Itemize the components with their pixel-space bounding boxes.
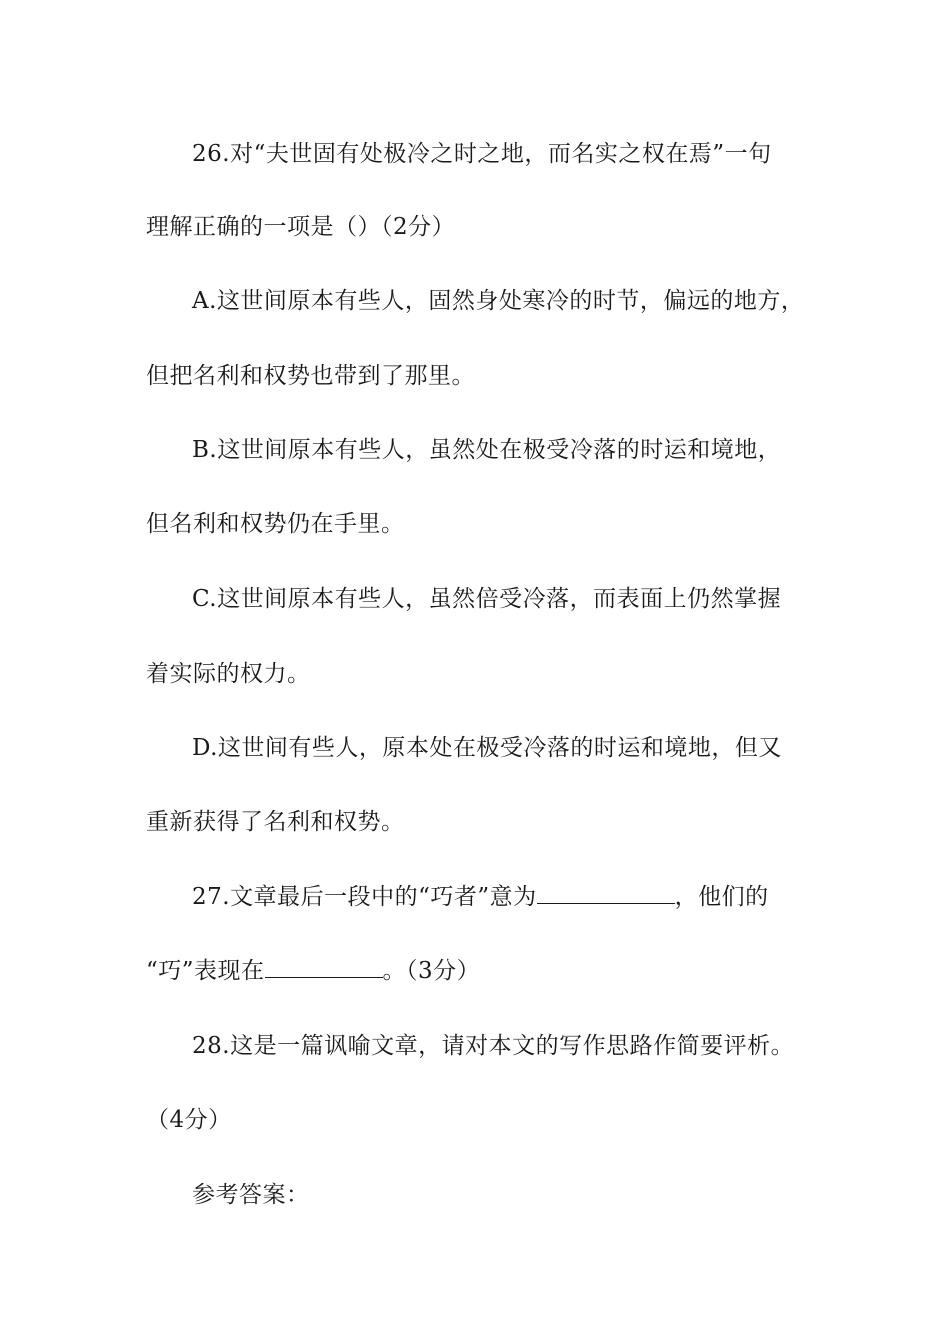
- q27-line1: [192, 881, 852, 913]
- q26-option-d-line2: 重新获得了名利和权势。: [146, 809, 405, 835]
- q26-stem-line2: 理解正确的一项是（）（2分）: [146, 214, 456, 240]
- q26-option-c-line1: C.这世间原本有些人，虽然倍受冷落，而表面上仍然掌握: [192, 586, 782, 612]
- q28-line1: 28.这是一篇讽喻文章，请对本文的写作思路作简要评析。: [192, 1033, 795, 1059]
- q26-stem-line1: 26.对“夫世固有处极冷之时之地，而名实之权在焉”一句: [192, 141, 772, 167]
- answer-heading: 参考答案：: [192, 1182, 310, 1208]
- q27-line1-text: 27.文章最后一段中的“巧者”意为: [192, 884, 537, 910]
- q27-line2-text: “巧”表现在: [146, 958, 265, 984]
- q26-option-d-line1: D.这世间有些人，原本处在极受冷落的时运和境地，但又: [192, 735, 782, 761]
- q26-option-b-line2: 但名利和权势仍在手里。: [146, 511, 405, 537]
- q28-line2: （4分）: [146, 1107, 232, 1133]
- q26-option-a-line1: A.这世间原本有些人，固然身处寒冷的时节，偏远的地方，: [192, 288, 805, 314]
- q27-line1-tail: ，他们的: [674, 884, 769, 910]
- q26-option-b-line1: B.这世间原本有些人，虽然处在极受冷落的时运和境地，: [192, 437, 782, 463]
- q27-line2: [146, 955, 806, 987]
- q26-option-a-line2: 但把名利和权势也带到了那里。: [146, 363, 475, 389]
- q26-option-c-line2: 着实际的权力。: [146, 661, 311, 687]
- q27-line2-tail: 。（3分）: [382, 958, 481, 984]
- q27-answer-blank-1: [537, 881, 675, 904]
- q27-answer-blank-2: [265, 955, 383, 978]
